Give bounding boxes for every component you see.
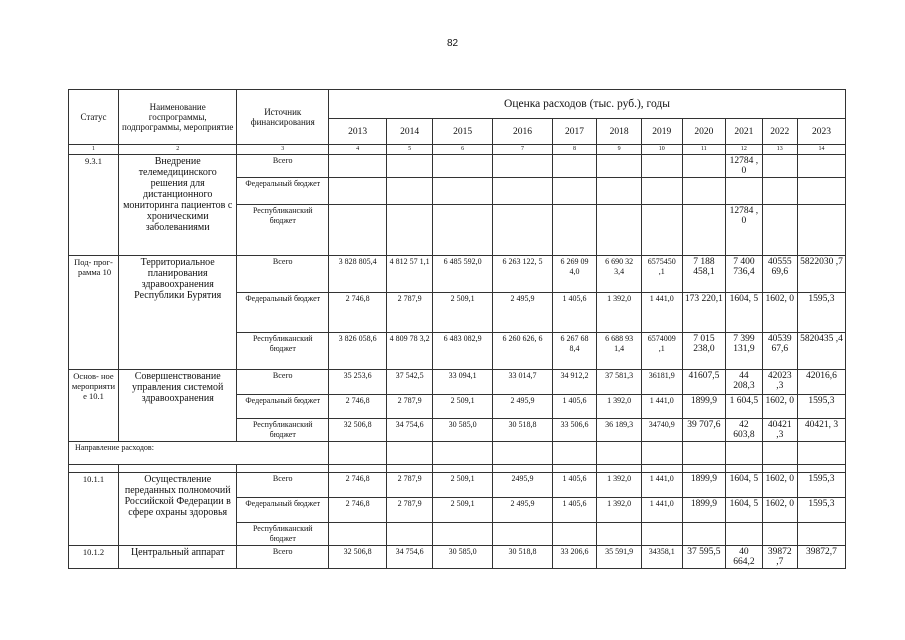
row-name: Внедрение телемедицинского решения для дистанционного мониторинга пациентов с хроническими заболеваниями	[118, 155, 237, 256]
value-cell	[387, 178, 433, 205]
value-cell: 1899,9	[682, 395, 726, 419]
index-cell: 12	[726, 145, 762, 155]
value-cell: 34 912,2	[552, 370, 597, 395]
value-cell: 1 405,6	[552, 293, 597, 333]
value-cell: 1595,3	[797, 498, 845, 523]
value-cell: 6 267 68 8,4	[552, 333, 597, 370]
value-cell: 35 591,9	[597, 546, 642, 569]
value-cell: 2 787,9	[387, 498, 433, 523]
value-cell: 39872 ,7	[762, 546, 797, 569]
value-cell: 7 188 458,1	[682, 256, 726, 293]
direction-row	[69, 442, 846, 465]
value-cell	[797, 523, 845, 546]
value-cell	[726, 178, 762, 205]
value-cell	[493, 523, 552, 546]
year-cell: 2015	[432, 119, 492, 145]
funding-source: Республиканский бюджет	[237, 205, 329, 256]
value-cell: 1 405,6	[552, 498, 597, 523]
value-cell: 6 269 09 4,0	[552, 256, 597, 293]
value-cell	[797, 178, 845, 205]
value-cell: 2 746,8	[329, 293, 387, 333]
value-cell	[432, 205, 492, 256]
value-cell: 33 506,6	[552, 419, 597, 442]
value-cell	[597, 442, 642, 465]
direction-label: Направление расходов:	[69, 442, 329, 465]
value-cell: 42023 ,3	[762, 370, 797, 395]
funding-source: Всего	[237, 256, 329, 293]
value-cell: 40555 69,6	[762, 256, 797, 293]
value-cell	[387, 155, 433, 178]
empty-cell	[682, 465, 726, 473]
value-cell	[797, 155, 845, 178]
value-cell: 1604, 5	[726, 293, 762, 333]
value-cell: 1899,9	[682, 498, 726, 523]
funding-source: Федеральный бюджет	[237, 178, 329, 205]
empty-cell	[493, 465, 552, 473]
value-cell: 40539 67,6	[762, 333, 797, 370]
value-cell: 41607,5	[682, 370, 726, 395]
value-cell	[682, 155, 726, 178]
value-cell: 32 506,8	[329, 546, 387, 569]
value-cell: 2 495,9	[493, 498, 552, 523]
value-cell	[493, 442, 552, 465]
year-cell: 2023	[797, 119, 845, 145]
value-cell	[552, 155, 597, 178]
row-status: 9.3.1	[69, 155, 119, 256]
index-row	[69, 145, 846, 155]
value-cell: 42016,6	[797, 370, 845, 395]
index-cell: 8	[552, 145, 597, 155]
value-cell: 6 688 93 1,4	[597, 333, 642, 370]
empty-cell	[69, 465, 119, 473]
funding-source: Республиканский бюджет	[237, 333, 329, 370]
value-cell: 37 542,5	[387, 370, 433, 395]
value-cell	[762, 442, 797, 465]
value-cell: 1 392,0	[597, 395, 642, 419]
funding-source: Федеральный бюджет	[237, 498, 329, 523]
row-name: Осуществление переданных полномочий Российской Федерации в сфере охраны здоровья	[118, 473, 237, 546]
value-cell	[682, 523, 726, 546]
empty-cell	[118, 465, 237, 473]
table-row	[69, 155, 846, 178]
value-cell: 2 509,1	[432, 293, 492, 333]
value-cell	[642, 178, 683, 205]
index-cell: 3	[237, 145, 329, 155]
value-cell	[387, 442, 433, 465]
index-cell: 9	[597, 145, 642, 155]
value-cell: 173 220,1	[682, 293, 726, 333]
year-cell: 2022	[762, 119, 797, 145]
value-cell: 37 595,5	[682, 546, 726, 569]
index-cell: 7	[493, 145, 552, 155]
row-status: 10.1.2	[69, 546, 119, 569]
value-cell: 42 603,8	[726, 419, 762, 442]
value-cell: 2 509,1	[432, 395, 492, 419]
value-cell	[597, 155, 642, 178]
index-cell: 11	[682, 145, 726, 155]
value-cell	[597, 205, 642, 256]
year-cell: 2013	[329, 119, 387, 145]
table-row	[69, 370, 846, 395]
value-cell: 7 400 736,4	[726, 256, 762, 293]
value-cell: 7 399 131,9	[726, 333, 762, 370]
value-cell: 1 392,0	[597, 473, 642, 498]
value-cell: 1 405,6	[552, 473, 597, 498]
value-cell: 1595,3	[797, 293, 845, 333]
value-cell: 1 392,0	[597, 498, 642, 523]
empty-cell	[432, 465, 492, 473]
value-cell: 2 495,9	[493, 395, 552, 419]
value-cell	[432, 178, 492, 205]
value-cell	[682, 205, 726, 256]
value-cell: 34740,9	[642, 419, 683, 442]
row-name: Центральный аппарат	[118, 546, 237, 569]
value-cell	[642, 155, 683, 178]
value-cell: 2 787,9	[387, 293, 433, 333]
spacer-row	[69, 465, 846, 473]
value-cell	[797, 205, 845, 256]
value-cell: 4 809 78 3,2	[387, 333, 433, 370]
index-cell: 10	[642, 145, 683, 155]
value-cell	[329, 178, 387, 205]
value-cell: 1602, 0	[762, 498, 797, 523]
value-cell	[387, 205, 433, 256]
value-cell: 40 664,2	[726, 546, 762, 569]
value-cell: 1899,9	[682, 473, 726, 498]
value-cell: 1604, 5	[726, 473, 762, 498]
value-cell	[682, 178, 726, 205]
value-cell: 7 015 238,0	[682, 333, 726, 370]
value-cell: 34 754,6	[387, 546, 433, 569]
empty-cell	[597, 465, 642, 473]
index-cell: 5	[387, 145, 433, 155]
value-cell: 2 787,9	[387, 473, 433, 498]
index-cell: 6	[432, 145, 492, 155]
value-cell: 3 826 058,6	[329, 333, 387, 370]
value-cell: 39872,7	[797, 546, 845, 569]
year-cell: 2016	[493, 119, 552, 145]
value-cell	[387, 523, 433, 546]
value-cell: 33 094,1	[432, 370, 492, 395]
year-cell: 2014	[387, 119, 433, 145]
row-name: Территориальное планирования здравоохранения Республики Бурятия	[118, 256, 237, 370]
value-cell: 6 483 082,9	[432, 333, 492, 370]
funding-source: Всего	[237, 473, 329, 498]
funding-source: Республиканский бюджет	[237, 419, 329, 442]
value-cell: 33 206,6	[552, 546, 597, 569]
value-cell: 40421, 3	[797, 419, 845, 442]
value-cell	[597, 178, 642, 205]
value-cell	[597, 523, 642, 546]
empty-cell	[762, 465, 797, 473]
value-cell	[762, 205, 797, 256]
empty-cell	[329, 465, 387, 473]
value-cell: 1602, 0	[762, 293, 797, 333]
value-cell: 1 405,6	[552, 395, 597, 419]
value-cell	[552, 523, 597, 546]
value-cell	[642, 523, 683, 546]
value-cell: 5822030 ,7	[797, 256, 845, 293]
row-status: Под- прог- рамма 10	[69, 256, 119, 370]
funding-source: Всего	[237, 155, 329, 178]
header-status: Статус	[69, 90, 119, 145]
value-cell: 2 509,1	[432, 498, 492, 523]
table-row	[69, 256, 846, 293]
value-cell: 1602, 0	[762, 473, 797, 498]
header-estimate: Оценка расходов (тыс. руб.), годы	[329, 90, 846, 119]
value-cell: 2 495,9	[493, 293, 552, 333]
value-cell: 1 441,0	[642, 395, 683, 419]
value-cell	[493, 155, 552, 178]
value-cell: 6 690 32 3,4	[597, 256, 642, 293]
value-cell: 2 746,8	[329, 498, 387, 523]
table-row	[69, 473, 846, 498]
value-cell	[797, 442, 845, 465]
value-cell: 1602, 0	[762, 395, 797, 419]
value-cell	[552, 205, 597, 256]
value-cell: 1 392,0	[597, 293, 642, 333]
row-status: 10.1.1	[69, 473, 119, 546]
empty-cell	[726, 465, 762, 473]
value-cell	[432, 442, 492, 465]
value-cell: 36 189,3	[597, 419, 642, 442]
value-cell	[329, 523, 387, 546]
value-cell: 12784 ,0	[726, 205, 762, 256]
funding-source: Всего	[237, 370, 329, 395]
value-cell	[726, 523, 762, 546]
funding-source: Республиканский бюджет	[237, 523, 329, 546]
value-cell: 35 253,6	[329, 370, 387, 395]
value-cell	[329, 205, 387, 256]
value-cell	[432, 523, 492, 546]
year-cell: 2019	[642, 119, 683, 145]
index-cell: 4	[329, 145, 387, 155]
value-cell: 12784 ,0	[726, 155, 762, 178]
empty-cell	[552, 465, 597, 473]
value-cell: 37 581,3	[597, 370, 642, 395]
value-cell: 36181,9	[642, 370, 683, 395]
value-cell	[642, 442, 683, 465]
year-cell: 2017	[552, 119, 597, 145]
value-cell: 4 812 57 1,1	[387, 256, 433, 293]
year-cell: 2021	[726, 119, 762, 145]
index-cell: 13	[762, 145, 797, 155]
value-cell: 1595,3	[797, 473, 845, 498]
value-cell	[762, 523, 797, 546]
funding-source: Федеральный бюджет	[237, 395, 329, 419]
value-cell	[552, 442, 597, 465]
empty-cell	[797, 465, 845, 473]
value-cell: 33 014,7	[493, 370, 552, 395]
value-cell	[552, 178, 597, 205]
value-cell: 1 604,5	[726, 395, 762, 419]
value-cell: 2 746,8	[329, 473, 387, 498]
value-cell: 1 441,0	[642, 498, 683, 523]
value-cell: 2 746,8	[329, 395, 387, 419]
row-name: Совершенствование управления системой здравоохранения	[118, 370, 237, 442]
value-cell: 30 518,8	[493, 546, 552, 569]
empty-cell	[237, 465, 329, 473]
header-row	[69, 90, 846, 119]
value-cell: 1 441,0	[642, 293, 683, 333]
value-cell	[642, 205, 683, 256]
page-number: 82	[446, 38, 459, 49]
year-cell: 2018	[597, 119, 642, 145]
value-cell: 30 585,0	[432, 546, 492, 569]
value-cell	[762, 155, 797, 178]
index-cell: 1	[69, 145, 119, 155]
value-cell: 2 509,1	[432, 473, 492, 498]
funding-source: Всего	[237, 546, 329, 569]
index-cell: 14	[797, 145, 845, 155]
value-cell: 30 518,8	[493, 419, 552, 442]
value-cell: 34358,1	[642, 546, 683, 569]
value-cell	[493, 178, 552, 205]
value-cell: 6 263 122, 5	[493, 256, 552, 293]
year-cell: 2020	[682, 119, 726, 145]
value-cell	[432, 155, 492, 178]
value-cell: 6 260 626, 6	[493, 333, 552, 370]
table-row	[69, 546, 846, 569]
header-source: Источник финансирования	[237, 90, 329, 145]
value-cell: 5820435 ,4	[797, 333, 845, 370]
value-cell: 6575450 ,1	[642, 256, 683, 293]
value-cell: 32 506,8	[329, 419, 387, 442]
value-cell: 1604, 5	[726, 498, 762, 523]
budget-table	[68, 89, 846, 569]
index-cell: 2	[118, 145, 237, 155]
header-name: Наименование госпрограммы, подпрограммы, мероприятие	[118, 90, 237, 145]
value-cell: 1 441,0	[642, 473, 683, 498]
funding-source: Федеральный бюджет	[237, 293, 329, 333]
value-cell: 44 208,3	[726, 370, 762, 395]
value-cell: 6574009 ,1	[642, 333, 683, 370]
empty-cell	[642, 465, 683, 473]
value-cell: 34 754,6	[387, 419, 433, 442]
value-cell: 39 707,6	[682, 419, 726, 442]
value-cell	[329, 155, 387, 178]
empty-cell	[387, 465, 433, 473]
value-cell: 2 787,9	[387, 395, 433, 419]
row-status: Основ- ное мероприятие 10.1	[69, 370, 119, 442]
value-cell	[493, 205, 552, 256]
value-cell: 2495,9	[493, 473, 552, 498]
value-cell: 30 585,0	[432, 419, 492, 442]
value-cell	[726, 442, 762, 465]
value-cell: 1595,3	[797, 395, 845, 419]
value-cell	[682, 442, 726, 465]
value-cell	[762, 178, 797, 205]
value-cell: 40421 ,3	[762, 419, 797, 442]
value-cell: 6 485 592,0	[432, 256, 492, 293]
value-cell	[329, 442, 387, 465]
value-cell: 3 828 805,4	[329, 256, 387, 293]
